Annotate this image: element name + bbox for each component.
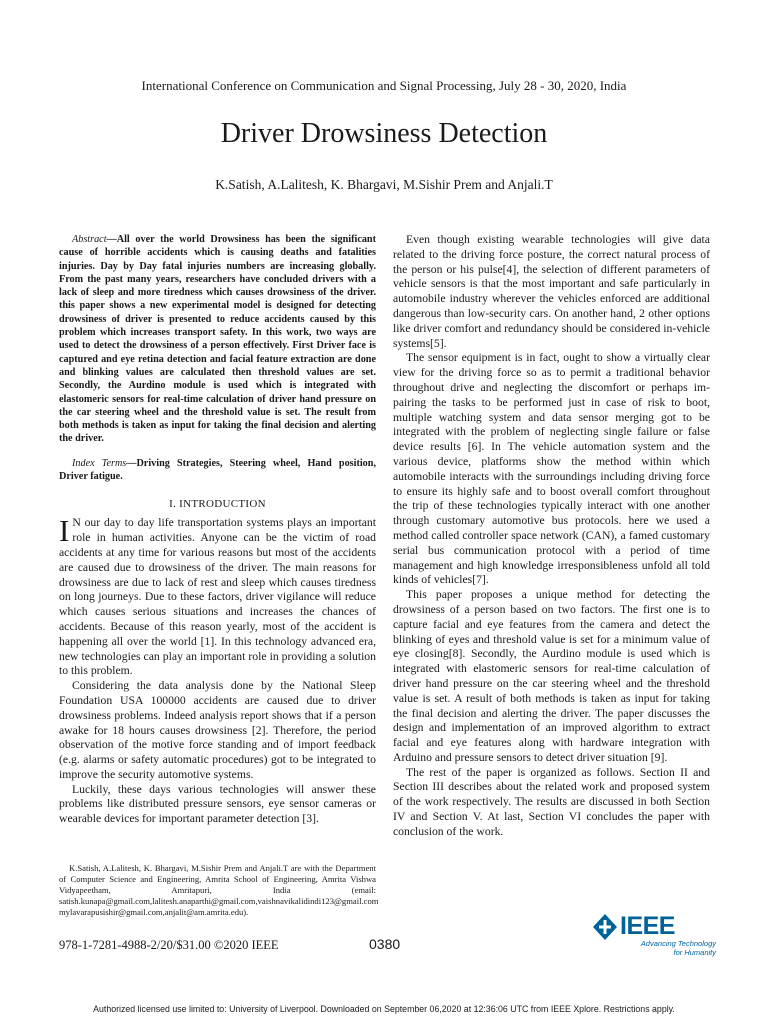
conference-header: International Conference on Communication and Signal Processing, July 28 - 30, 2020, India: [141, 78, 627, 93]
ieee-wordmark: IEEE: [620, 912, 675, 940]
ieee-tagline: [620, 940, 716, 957]
left-column: [59, 233, 376, 827]
abstract-text: —All over the world Drowsiness has been the significant cause of horrible accidents which is causing deaths and fatalities injuries. Day by Day fatal injuries numbers are increasing globally. From the past many years, researchers have concluded drivers with a lack of sleep and more tiredness which causes drowsiness of the driver. this paper shows a new experimental model is designed for detecting drowsiness of driver is presented to reduce accidents caused by this problem which increases transport safety. In this work, two ways are used to detect the drowsiness of a person effectively. First Driver face is captured and eye retina detection and facial feature extraction are done and blinking values are calculated then threshold values are set. Secondly, the Aurdino module is used which is integrated with elastomeric sensors for real-time calculation of driver hand pressure on the car steering wheel and the threshold value is set. The result from both methods is taken as input for taking the final decision and alerting the driver.: [59, 234, 376, 445]
author-list: K.Satish, A.Lalitesh, K. Bhargavi, M.Sishir Prem and Anjali.T: [215, 177, 553, 192]
index-terms-text: —Driving Strategies, Steering wheel, Hand position, Driver fatigue.: [59, 457, 376, 483]
index-terms: [59, 457, 376, 484]
ieee-diamond-logo-icon: [590, 912, 620, 942]
index-terms-lead: Index Terms: [72, 457, 127, 469]
license-notice: Authorized licensed use limited to: University of Liverpool. Downloaded on September 06,2020 at 12:36:06 UTC from IEEE Xplore. Restrictions apply.: [93, 1004, 675, 1014]
right-column: [393, 233, 710, 840]
section-heading-introduction: I. INTRODUCTION: [169, 498, 266, 511]
body-paragraph-3: This paper proposes a unique method for detecting the drowsiness of a person based on two factors. The first one is to capture facial and eye features from the camera and detect the blinking of eyes and threshold value is set for a minimum value of eye closing[8]. Secondly, the Aurdino module is used which is integrated with elastomeric sensors for real-time calculation of driver hand pressure on the car steering wheel and the threshold value is set. A result of both methods is taken as input for taking the final decision and alerting the driver. The paper discusses the design and implementation of an improved algorithm to extract facial and eye features along with hardware integration with Arduino and pressure sensors to detect driver situation [9].: [393, 588, 710, 764]
intro-paragraph-3: Luckily, these days various technologies will answer these problems like distributed pressure sensors, eye sensor cameras or wearable devices for important parameter detection [3].: [59, 782, 376, 826]
body-paragraph-4: The rest of the paper is organized as follows. Section II and Section III describes about the related work and proposed system of the work respectively. The results are discussed in both Section IV and Section V. At last, Section VI concludes the paper with conclusion of the work.: [393, 765, 710, 838]
ieee-tagline-line-2: for Humanity: [673, 947, 716, 957]
abstract-lead: Abstract: [72, 234, 107, 245]
ieee-logo: [590, 912, 716, 956]
abstract: [59, 233, 376, 446]
intro-paragraph-1-text: N our day to day life transportation systems plays an important role in human activities. Anyone can be the victim of road accidents at any time for various reasons but most of the accidents are caused due to drowsiness of the driver. The main reasons for drowsiness are due to lack of rest and sleep which causes tiredness on long journeys. Due to these factors, driver vigilance will reduce which causes serious situations and increases the chances of accidents. Because of this reason yearly, most of the accident is happening all over the world [1]. In this technology advanced era, new technologies can play an important role in providing a solution to this problem.: [59, 516, 376, 678]
drop-cap: I: [59, 513, 70, 549]
paper-title: Driver Drowsiness Detection: [220, 118, 548, 149]
body-paragraph-1: Even though existing wearable technologies will give data related to the driving force posture, the correct natural process of the person or his pulse[4], the selection of different parameters of vehicle sensors is that the most important and safe particularly in automobile industry wherever the vehicles enforced are additional dangerous than low-security cars. On another hand, 2 other options like driver comfort and redundancy should be considered in-vehicle systems[5].: [393, 233, 710, 350]
ieee-tagline-line-1: Advancing Technology: [640, 939, 716, 948]
intro-paragraph-2: Considering the data analysis done by the National Sleep Foundation USA 100000 accidents are caused due to driver drowsiness problems. Indeed analysis report shows that if a person awake for 18 hours causes drowsiness [2]. Therefore, the period observation of the motive force standing and of import feedback (e.g. alarms or safety automatic procedures) got to be integrated to improve the security automotive systems.: [59, 679, 376, 781]
page-number: 0380: [369, 936, 401, 952]
isbn-copyright: 978-1-7281-4988-2/20/$31.00 ©2020 IEEE: [59, 938, 279, 952]
author-affiliation-footnote: K.Satish, A.Lalitesh, K. Bhargavi, M.Sishir Prem and Anjali.T are with the Department of Computer Science and Engineering, Amrita School of Engineering, Amrita Vishwa Vidyapeetham, Amritapuri, India (email: satish.kunapa@gmail.com,lalitesh.anaparthi@gmail.com,vaishnavikalidindi123@gmail.com mylavarapusishir@gmail.com,anjalit@am.amrita.edu).: [59, 863, 379, 917]
body-paragraph-2: The sensor equipment is in fact, ought to show a virtually clear view for the driving force so as to permit a traditional behavior throughout drive and neglecting the discomfort or perhaps im-pairing the tasks to be performed just in case of risk to boot, multiple watching system and data sensor merging got to be integrated with the problem of neglecting single failure or false device results [6]. In The vehicle automation system and the various device, platforms show the method within which automobile interacts with the surroundings including driving force to ensure its highly safe and to boost overall comfort throughout the trip of these technologies typically interact with one another through customary automotive bus protocols. here we used a method called controller space network (CAN), a famed customary serial bus communication protocol with a period of time management and high knowledge irresponsibleness unfold all told kinds of vehicles[7].: [393, 351, 710, 587]
intro-paragraph-1: [59, 513, 376, 679]
